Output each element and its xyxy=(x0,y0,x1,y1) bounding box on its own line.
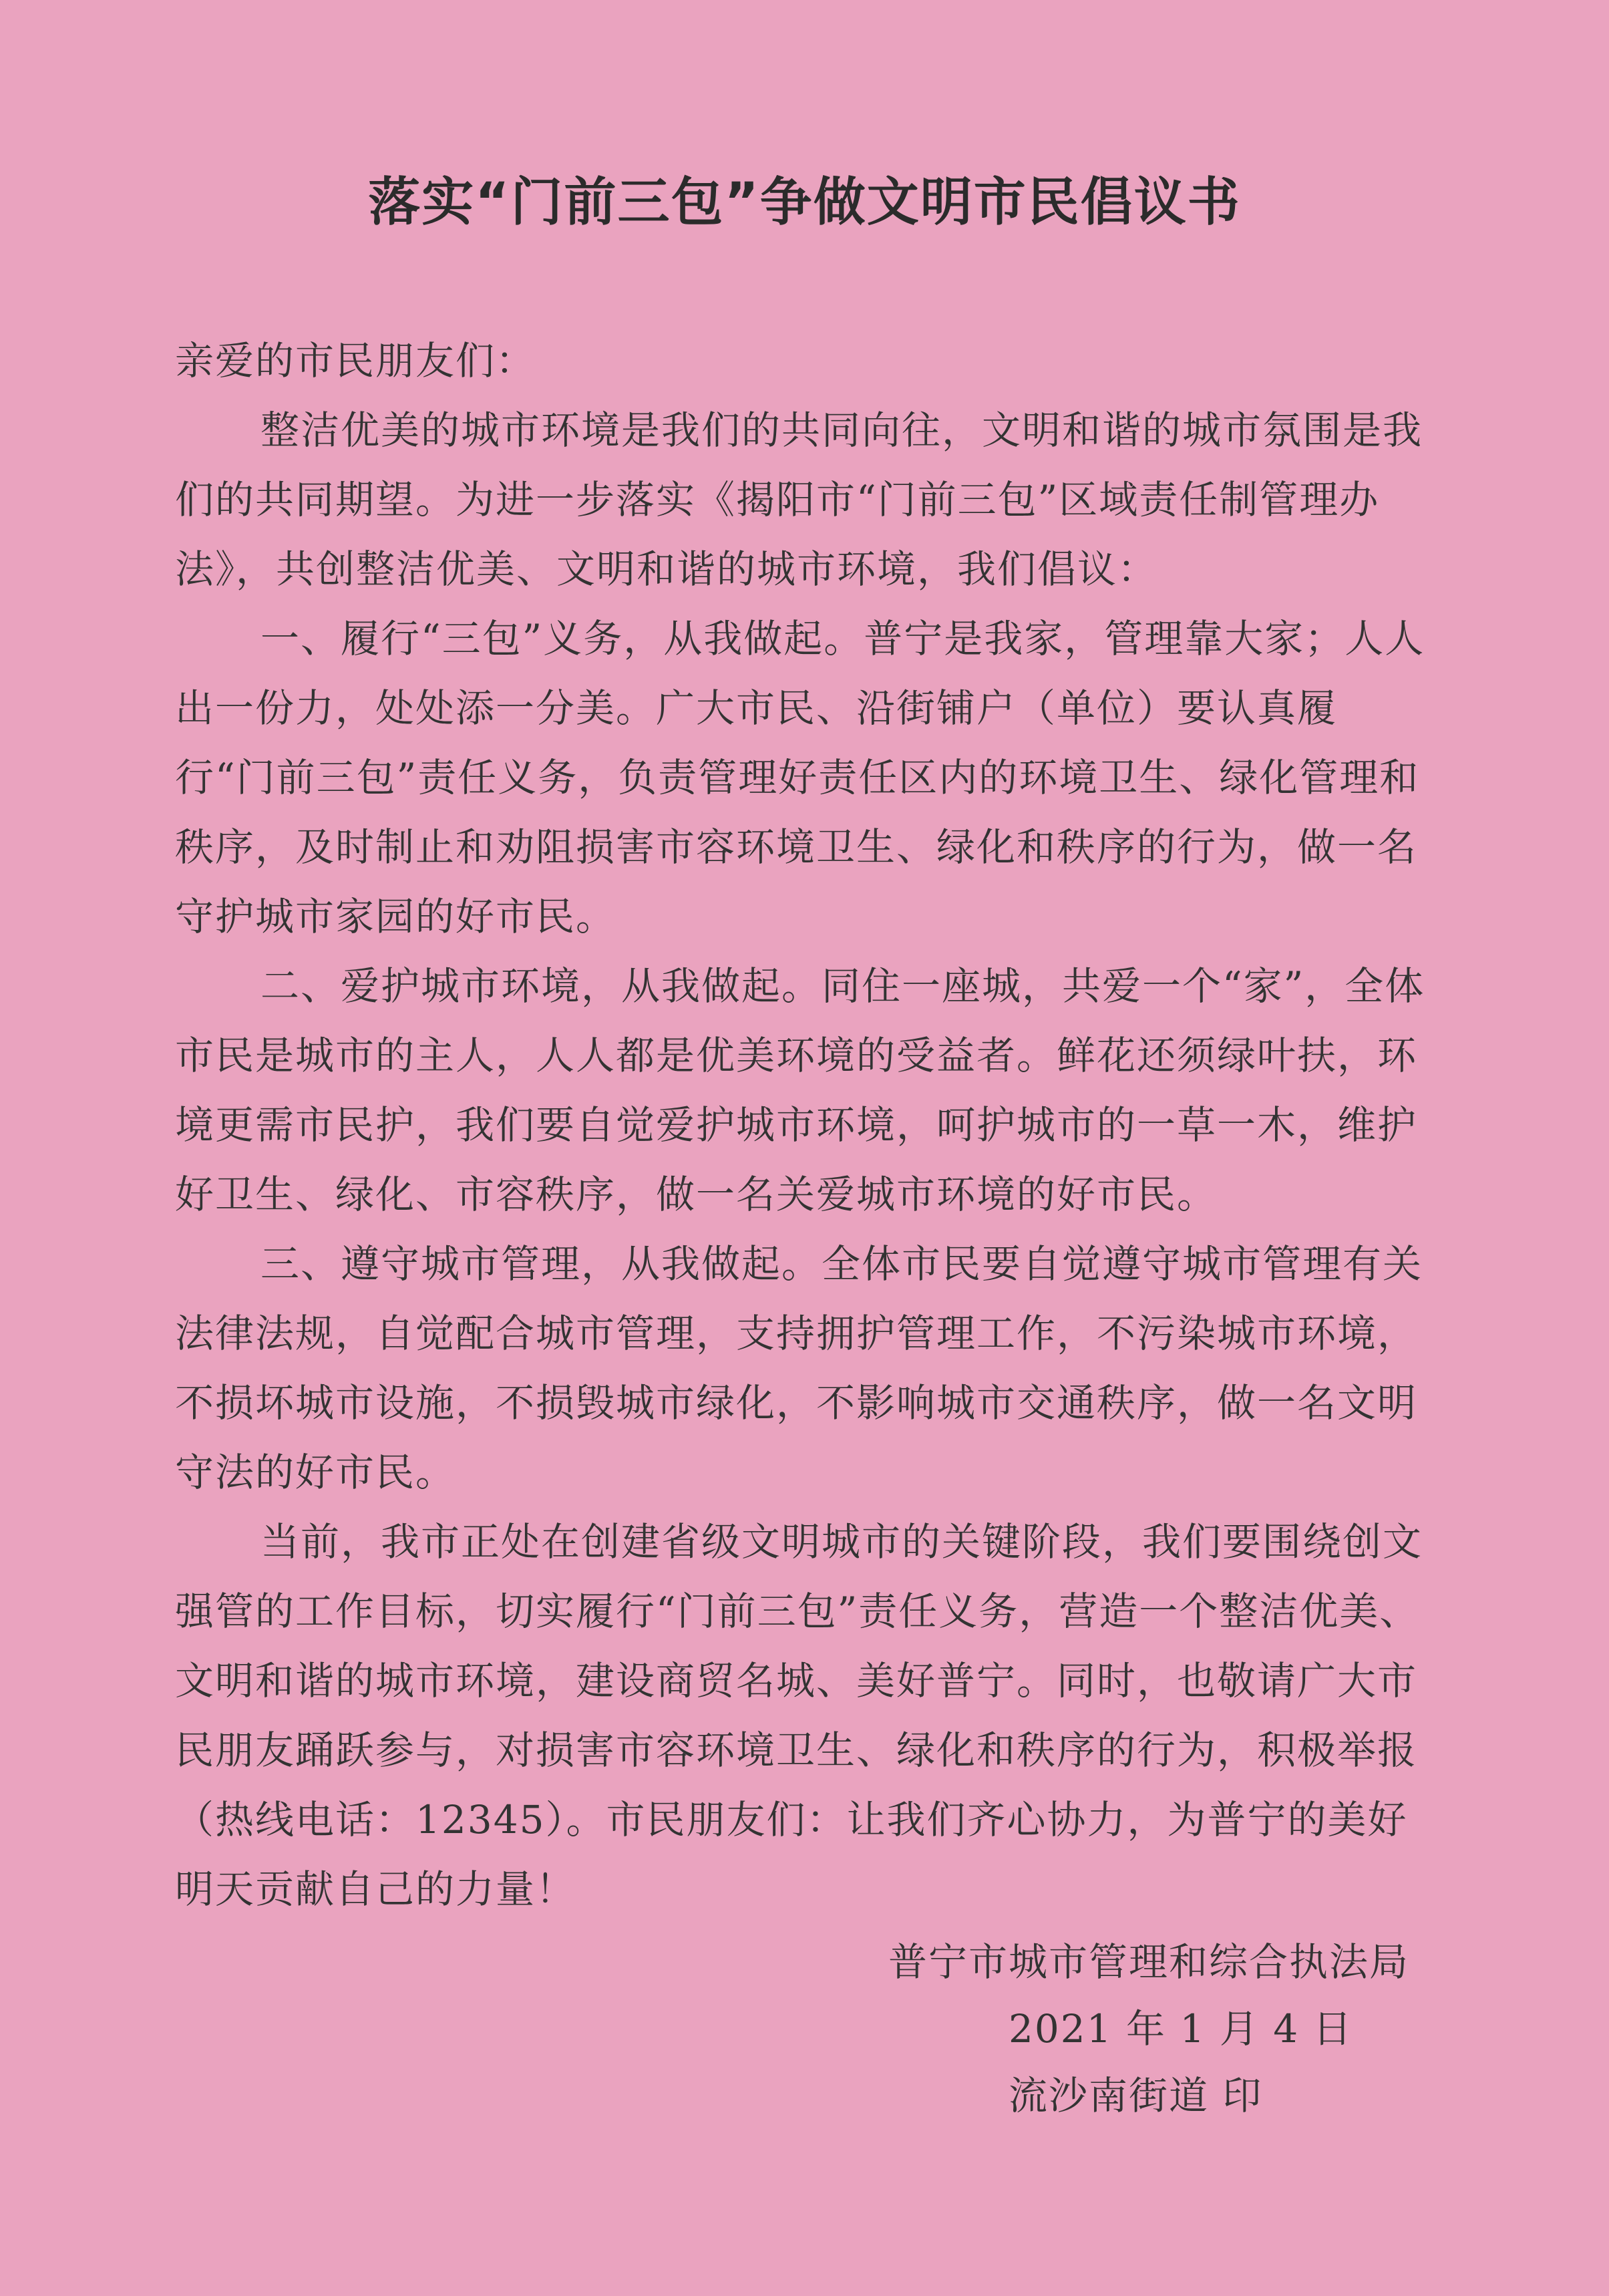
signature-date: 2021 年 1 月 4 日 xyxy=(1009,2006,1353,2052)
document-body xyxy=(175,326,1429,1924)
signature-office: 流沙南街道 印 xyxy=(1009,2073,1263,2118)
paragraph-one: 一、履行“三包”义务，从我做起。普宁是我家，管理靠大家；人人出一份力，处处添一分美。广大市民、沿街铺户（单位）要认真履行“门前三包”责任义务，负责管理好责任区内的环境卫生、绿化管理和秩序，及时制止和劝阻损害市容环境卫生、绿化和秩序的行为，做一名守护城市家园的好市民。 xyxy=(175,616,1425,939)
paragraph-two: 二、爱护城市环境，从我做起。同住一座城，共爱一个“家”，全体市民是城市的主人，人人都是优美环境的受益者。鲜花还须绿叶扶，环境更需市民护，我们要自觉爱护城市环境，呵护城市的一草一木，维护好卫生、绿化、市容秩序，做一名关爱城市环境的好市民。 xyxy=(175,963,1425,1217)
paragraph-intro: 整洁优美的城市环境是我们的共同向往，文明和谐的城市氛围是我们的共同期望。为进一步落实《揭阳市“门前三包”区域责任制管理办法》，共创整洁优美、文明和谐的城市环境，我们倡议： xyxy=(175,407,1423,592)
document-title: 落实“门前三包”争做文明市民倡议书 xyxy=(368,172,1241,232)
signature-organization: 普宁市城市管理和综合执法局 xyxy=(888,1939,1410,1985)
salutation: 亲爱的市民朋友们： xyxy=(175,338,536,383)
paragraph-closing: 当前，我市正处在创建省级文明城市的关键阶段，我们要围绕创文强管的工作目标，切实履行“门前三包”责任义务，营造一个整洁优美、文明和谐的城市环境，建设商贸名城、美好普宁。同时，也敬请广大市民朋友踊跃参与，对损害市容环境卫生、绿化和秩序的行为，积极举报（热线电话：12345）。市民朋友们：让我们齐心协力，为普宁的美好明天贡献自己的力量！ xyxy=(175,1519,1423,1912)
paragraph-three: 三、遵守城市管理，从我做起。全体市民要自觉遵守城市管理有关法律法规，自觉配合城市管理，支持拥护管理工作，不污染城市环境，不损坏城市设施，不损毁城市绿化，不影响城市交通秩序，做一名文明守法的好市民。 xyxy=(175,1241,1423,1495)
